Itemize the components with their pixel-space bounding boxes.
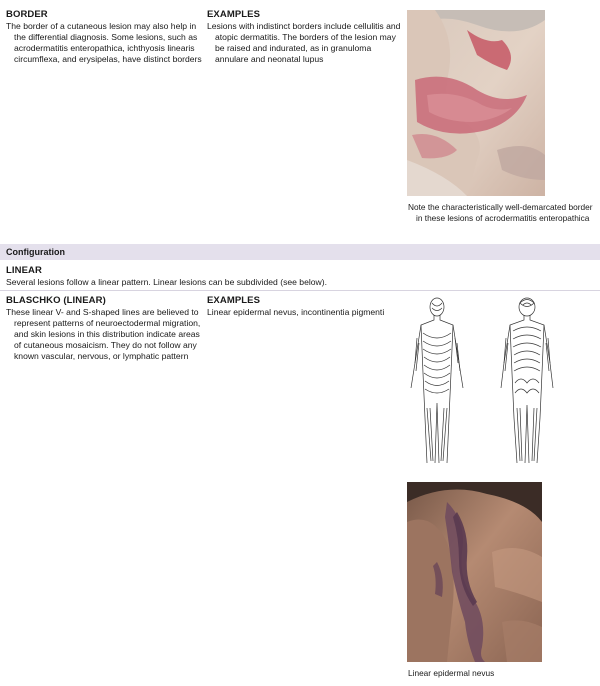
linear-description: Several lesions follow a linear pattern. Linear lesions can be subdivided (see below). [6, 277, 328, 287]
nevus-photo-caption: Linear epidermal nevus [408, 668, 495, 678]
border-photo-caption: Note the characteristically well-demarcated border in these lesions of acrodermatitis enteropathica [408, 202, 593, 223]
border-examples-text: Lesions with indistinct borders include cellulitis and atopic dermatitis. The borders of the lesion may be raised and indurated, as in granuloma annulare and neonatal lupus [207, 21, 401, 64]
blaschko-description: These linear V- and S-shaped lines are believed to represent patterns of neuroectodermal migration, and skin lesions in this distribution indicate areas of cutaneous mosaicism. They do not follow any known vascular, nervous, or lymphatic pattern [6, 307, 201, 361]
linear-heading: LINEAR [6, 265, 42, 276]
border-examples-heading: EXAMPLES [207, 9, 261, 20]
blaschko-lines-diagram [407, 293, 567, 468]
linear-epidermal-nevus-photo [407, 482, 542, 662]
border-heading: BORDER [6, 9, 48, 20]
configuration-section-band: Configuration [0, 244, 600, 260]
blaschko-examples-text: Linear epidermal nevus, incontinentia pigmenti [207, 307, 385, 317]
acrodermatitis-photo [407, 10, 545, 196]
section-divider [0, 290, 600, 291]
blaschko-examples-heading: EXAMPLES [207, 295, 261, 306]
border-description: The border of a cutaneous lesion may also help in the differential diagnosis. Some lesions, such as acrodermatitis enteropathica, ichthyosis linearis circumflexa, and erysipelas, have distinct borders [6, 21, 202, 64]
blaschko-heading: BLASCHKO (LINEAR) [6, 295, 106, 306]
